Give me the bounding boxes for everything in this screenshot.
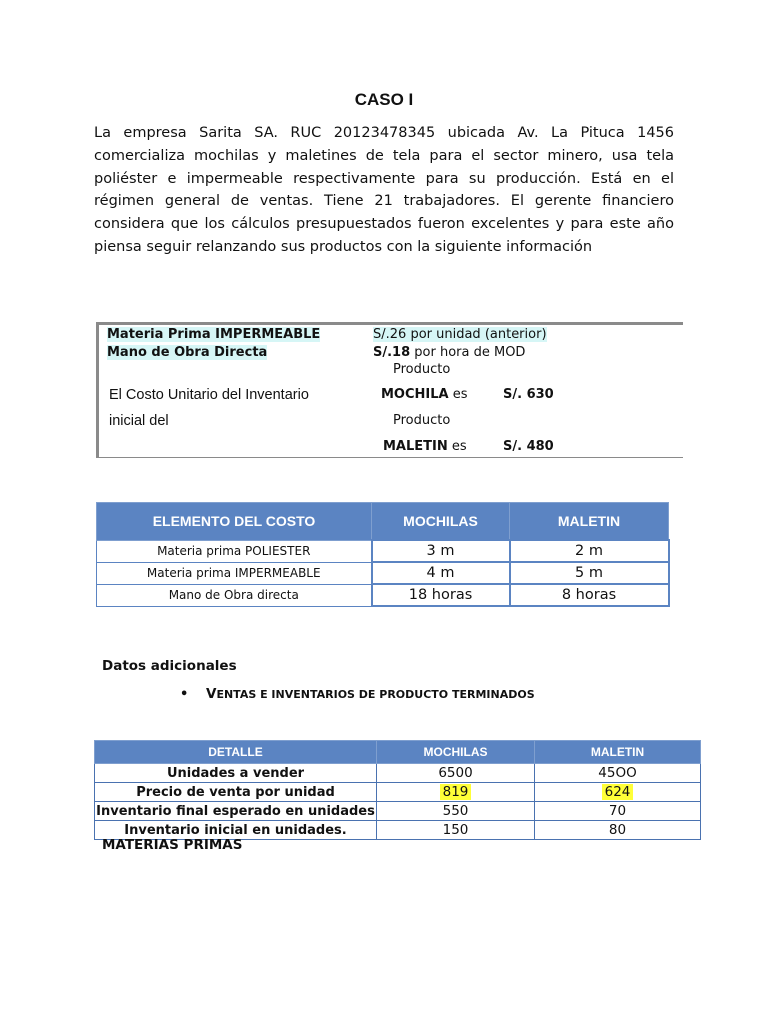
costo-unitario-line2: inicial del [109, 413, 169, 429]
maletin-es [383, 439, 467, 454]
maletin-es-text: es [447, 439, 467, 454]
bullet-text-initial: V [206, 686, 217, 702]
table-row [97, 540, 669, 562]
mochila-price: S/. 630 [503, 387, 554, 402]
mochilas-value [377, 783, 535, 802]
row-label: Mano de Obra directa [97, 584, 372, 606]
mp-impermeable-label: Materia Prima IMPERMEABLE [107, 327, 321, 342]
header-elemento: ELEMENTO DEL COSTO [97, 503, 372, 541]
row-label: Materia prima IMPERMEABLE [97, 562, 372, 584]
maletin-value: 8 horas [510, 584, 669, 606]
producto-label-2: Producto [393, 413, 451, 428]
mochilas-value: 4 m [372, 562, 510, 584]
mochila-word: MOCHILA [381, 387, 449, 402]
bullet-text-rest: ENTAS E INVENTARIOS DE PRODUCTO TERMINADOS [216, 688, 535, 701]
maletin-value [535, 783, 701, 802]
header-maletin: MALETIN [535, 741, 701, 764]
mochilas-value: 150 [377, 821, 535, 840]
mochilas-value: 6500 [377, 764, 535, 783]
table-header-row [95, 741, 701, 764]
mod-value [373, 345, 525, 360]
cost-elements-table [96, 502, 670, 607]
table-row [95, 802, 701, 821]
table-row [97, 584, 669, 606]
info-box [96, 322, 683, 458]
costo-unitario-line1: El Costo Unitario del Inventario [109, 387, 309, 403]
maletin-value: 80 [535, 821, 701, 840]
mochila-es [381, 387, 468, 402]
maletin-value: 2 m [510, 540, 669, 562]
maletin-value: 45OO [535, 764, 701, 783]
sales-inventory-table [94, 740, 701, 840]
page-title: CASO I [354, 90, 414, 109]
row-label: Inventario inicial en unidades. [95, 821, 377, 840]
header-detalle: DETALLE [95, 741, 377, 764]
highlighted-price: 819 [440, 784, 472, 800]
table-row [97, 562, 669, 584]
mod-label: Mano de Obra Directa [107, 345, 268, 360]
header-mochilas: MOCHILAS [377, 741, 535, 764]
bullet-dot: • [180, 687, 189, 702]
row-label: Materia prima POLIESTER [97, 540, 372, 562]
header-maletin: MALETIN [510, 503, 669, 541]
table-row [95, 783, 701, 802]
intro-paragraph: La empresa Sarita SA. RUC 20123478345 ubicada Av. La Pituca 1456 comercializa mochilas y maletines de tela para el sector minero, usa tela poliéster e impermeable respectivamente para su producción. Está en el régimen general de ventas. Tiene 21 trabajadores. El gerente financiero considera que los cálculos presupuestados fueron excelentes y para este año piensa seguir relanzando sus productos con la siguiente información [94, 125, 674, 255]
highlighted-price: 624 [602, 784, 634, 800]
mochila-es-text: es [448, 387, 468, 402]
table-header-row [97, 503, 669, 541]
row-label: Inventario final esperado en unidades [96, 803, 375, 819]
mochilas-value: 18 horas [372, 584, 510, 606]
datos-adicionales-heading: Datos adicionales [102, 658, 237, 674]
header-mochilas: MOCHILAS [372, 503, 510, 541]
producto-label-1: Producto [393, 362, 451, 377]
mp-impermeable-value: S/.26 por unidad (anterior) [373, 327, 547, 342]
maletin-value: 5 m [510, 562, 669, 584]
mochilas-value: 550 [377, 802, 535, 821]
maletin-price: S/. 480 [503, 439, 554, 454]
table-row [95, 764, 701, 783]
mod-value-amount: S/.18 [373, 345, 411, 360]
row-label: Precio de venta por unidad [95, 783, 377, 802]
maletin-value: 70 [535, 802, 701, 821]
mod-value-unit: por hora de MOD [410, 345, 526, 360]
mochilas-value: 3 m [372, 540, 510, 562]
bullet-item [180, 686, 535, 702]
materias-primas-heading: MATERIAS PRIMAS [102, 837, 243, 853]
maletin-word: MALETIN [383, 439, 448, 454]
row-label: Unidades a vender [95, 764, 377, 783]
